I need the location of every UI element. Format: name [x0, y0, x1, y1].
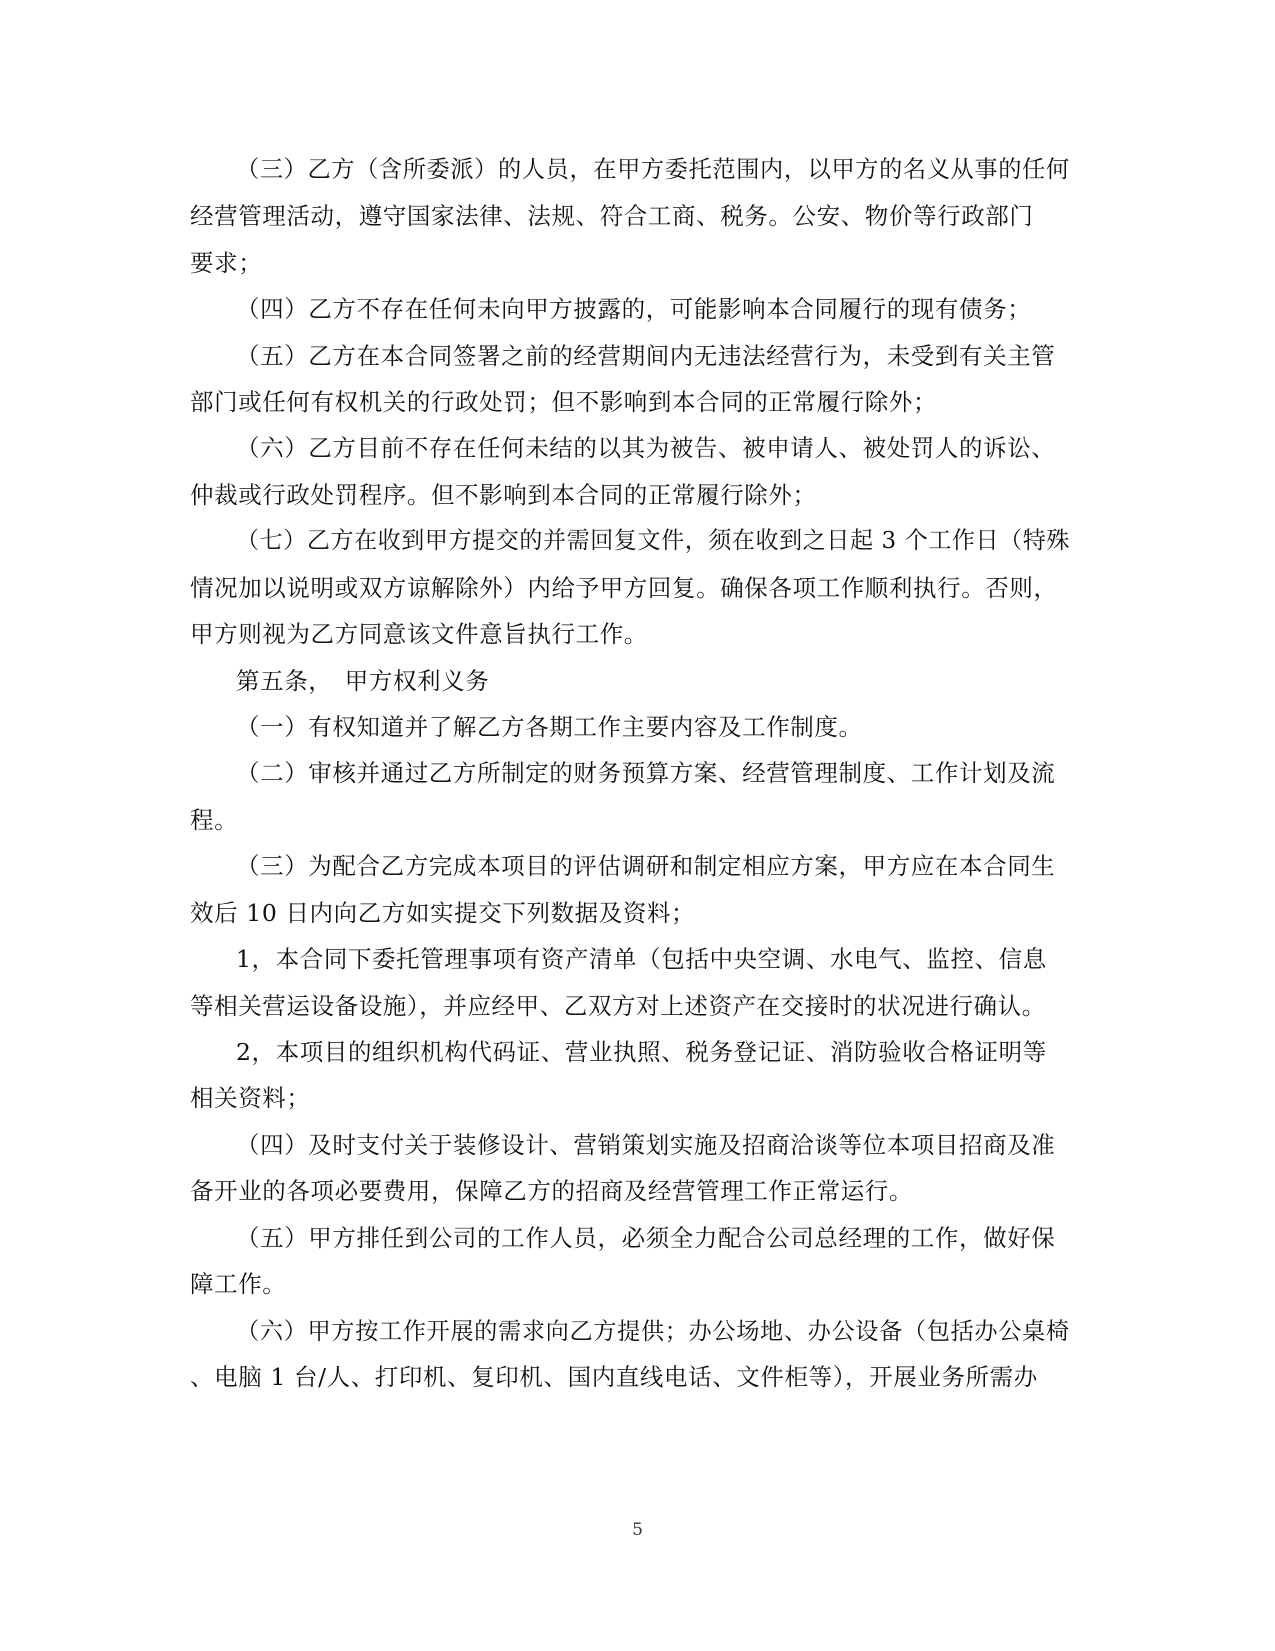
paragraph-line: 程。 — [190, 806, 239, 834]
paragraph-line: 要求； — [190, 249, 263, 277]
paragraph-line: 仲裁或行政处罚程序。但不影响到本合同的正常履行除外； — [190, 481, 817, 509]
paragraph-line: （七）乙方在收到甲方提交的并需回复文件，须在收到之日起 3 个工作日（特殊 — [236, 528, 1071, 554]
paragraph-line: 相关资料； — [190, 1084, 311, 1112]
paragraph-line: （三）为配合乙方完成本项目的评估调研和制定相应方案，甲方应在本合同生 — [236, 852, 1056, 880]
paragraph-line: （六）乙方目前不存在任何未结的以其为被告、被申请人、被处罚人的诉讼、 — [236, 434, 1056, 462]
paragraph-line: 2，本项目的组织机构代码证、营业执照、税务登记证、消防验收合格证明等 — [236, 1038, 1047, 1066]
page-number: 5 — [632, 1520, 643, 1540]
paragraph-line: 甲方则视为乙方同意该文件意旨执行工作。 — [190, 620, 648, 648]
paragraph-line: （五）乙方在本合同签署之前的经营期间内无违法经营行为，未受到有关主管 — [236, 342, 1056, 370]
paragraph-line: （一）有权知道并了解乙方各期工作主要内容及工作制度。 — [236, 713, 863, 741]
section-heading: 第五条， 甲方权利义务 — [236, 667, 490, 695]
paragraph-line: 、电脑 1 台/人、打印机、复印机、国内直线电话、文件柜等），开展业务所需办 — [190, 1363, 1038, 1391]
paragraph-line: 备开业的各项必要费用，保障乙方的招商及经营管理工作正常运行。 — [190, 1177, 913, 1205]
paragraph-line: 情况加以说明或双方谅解除外）内给予甲方回复。确保各项工作顺利执行。否则， — [190, 574, 1058, 602]
paragraph-line: 等相关营运设备设施），并应经甲、乙双方对上述资产在交接时的状况进行确认。 — [190, 992, 1046, 1020]
paragraph-line: （二）审核并通过乙方所制定的财务预算方案、经营管理制度、工作计划及流 — [236, 759, 1056, 787]
paragraph-line: （五）甲方排任到公司的工作人员，必须全力配合公司总经理的工作，做好保 — [236, 1224, 1056, 1252]
paragraph-line: 经营管理活动，遵守国家法律、法规、符合工商、税务。公安、物价等行政部门 — [190, 202, 1034, 230]
paragraph-line: （四）及时支付关于装修设计、营销策划实施及招商洽谈等位本项目招商及准 — [236, 1131, 1056, 1159]
paragraph-line: （四）乙方不存在任何未向甲方披露的，可能影响本合同履行的现有债务； — [236, 295, 1032, 323]
paragraph-line: 1，本合同下委托管理事项有资产清单（包括中央空调、水电气、监控、信息 — [236, 945, 1047, 973]
paragraph-line: 障工作。 — [190, 1270, 287, 1298]
paragraph-line: （三）乙方（含所委派）的人员，在甲方委托范围内，以甲方的名义从事的任何 — [236, 156, 1070, 183]
paragraph-line: 效后 10 日内向乙方如实提交下列数据及资料； — [190, 899, 696, 927]
paragraph-line: （六）甲方按工作开展的需求向乙方提供；办公场地、办公设备（包括办公桌椅 — [236, 1318, 1070, 1345]
paragraph-line: 部门或任何有权机关的行政处罚；但不影响到本合同的正常履行除外； — [190, 388, 938, 416]
